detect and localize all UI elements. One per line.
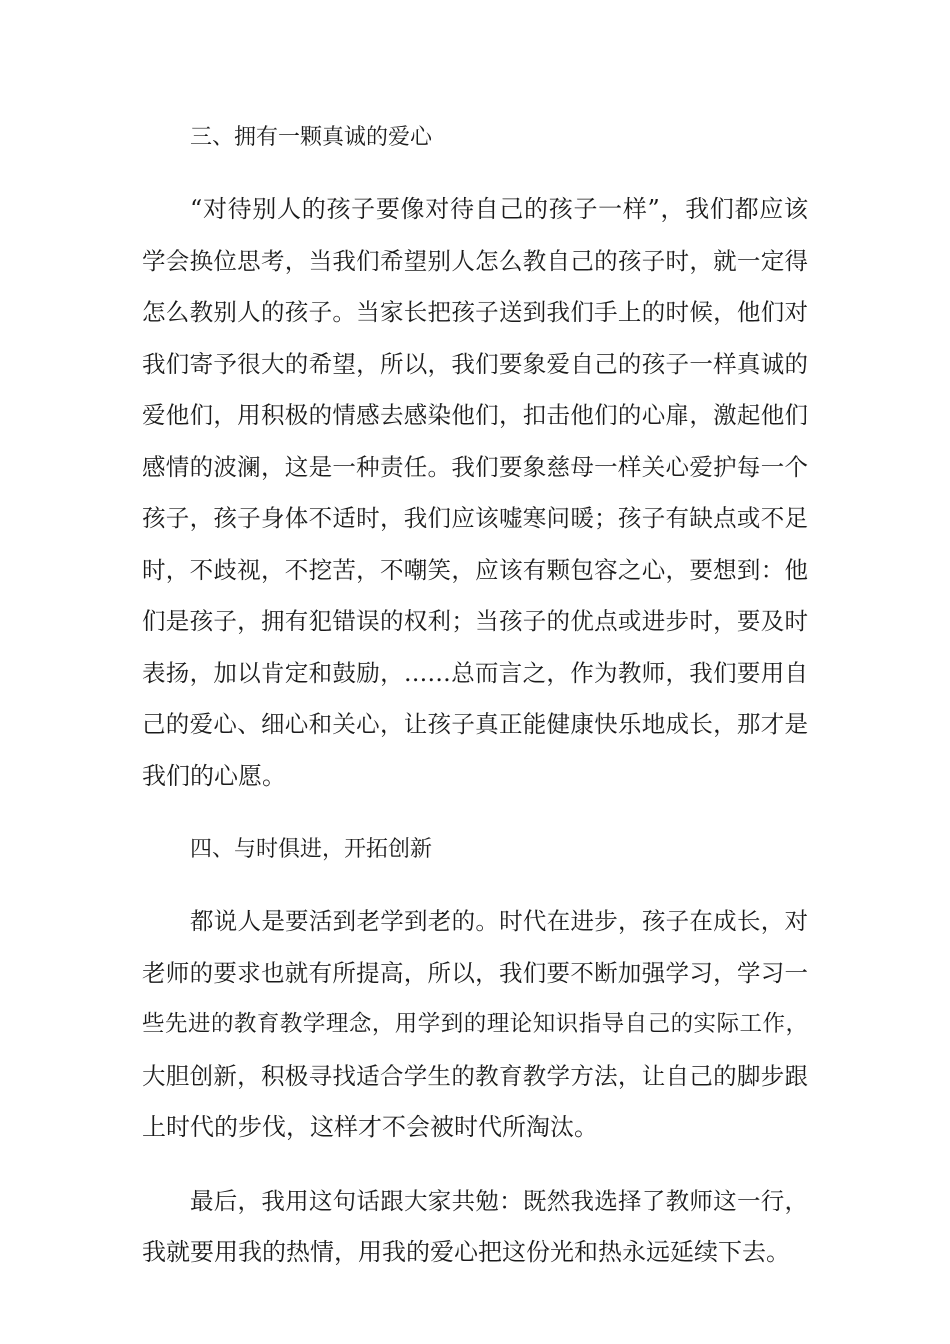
text-line: 最后，我用这句话跟大家共勉：既然我选择了教师这一行， — [190, 1186, 808, 1215]
text-line: 些先进的教育教学理念，用学到的理论知识指导自己的实际工作， — [142, 1011, 808, 1037]
text-line: 我就要用我的热情，用我的爱心把这份光和热永远延续下去。 — [142, 1238, 790, 1266]
text-line: 都说人是要活到老学到老的。时代在进步，孩子在成长，对 — [190, 907, 808, 935]
text-line: 我们寄予很大的希望，所以，我们要象爱自己的孩子一样真诚的 — [142, 349, 808, 378]
text-line: 们是孩子，拥有犯错误的权利；当孩子的优点或进步时，要及时 — [142, 607, 808, 635]
text-line: 我们的心愿。 — [142, 761, 286, 790]
paragraph-closing — [142, 1176, 808, 1279]
text-line: 感情的波澜，这是一种责任。我们要象慈母一样关心爱护每一个 — [142, 452, 808, 481]
paragraph-love — [142, 184, 808, 802]
text-line: 爱他们，用积极的情感去感染他们，扣击他们的心扉，激起他们 — [142, 401, 808, 429]
text-line: “对待别人的孩子要像对待自己的孩子一样”，我们都应该 — [190, 195, 808, 223]
text-line: 怎么教别人的孩子。当家长把孩子送到我们手上的时候，他们对 — [142, 298, 808, 326]
text-line: 老师的要求也就有所提高，所以，我们要不断加强学习，学习一 — [142, 958, 808, 987]
text-line: 表扬，加以肯定和鼓励，……总而言之，作为教师，我们要用自 — [142, 658, 808, 687]
text-line: 时，不歧视，不挖苦，不嘲笑，应该有颗包容之心，要想到：他 — [142, 555, 808, 584]
document-page — [142, 112, 808, 1301]
section-heading-3: 三、拥有一颗真诚的爱心 — [190, 125, 433, 150]
text-line: 大胆创新，积极寻找适合学生的教育教学方法，让自己的脚步跟 — [142, 1061, 808, 1090]
text-line: 己的爱心、细心和关心，让孩子真正能健康快乐地成长，那才是 — [142, 710, 808, 738]
text-line: 孩子，孩子身体不适时，我们应该嘘寒问暖；孩子有缺点或不足 — [142, 504, 808, 532]
text-line: 上时代的步伐，这样才不会被时代所淘汰。 — [142, 1113, 598, 1141]
section-heading-4: 四、与时俱进，开拓创新 — [190, 837, 433, 862]
paragraph-innovation — [142, 896, 808, 1154]
text-line: 学会换位思考，当我们希望别人怎么教自己的孩子时，就一定得 — [142, 246, 808, 275]
